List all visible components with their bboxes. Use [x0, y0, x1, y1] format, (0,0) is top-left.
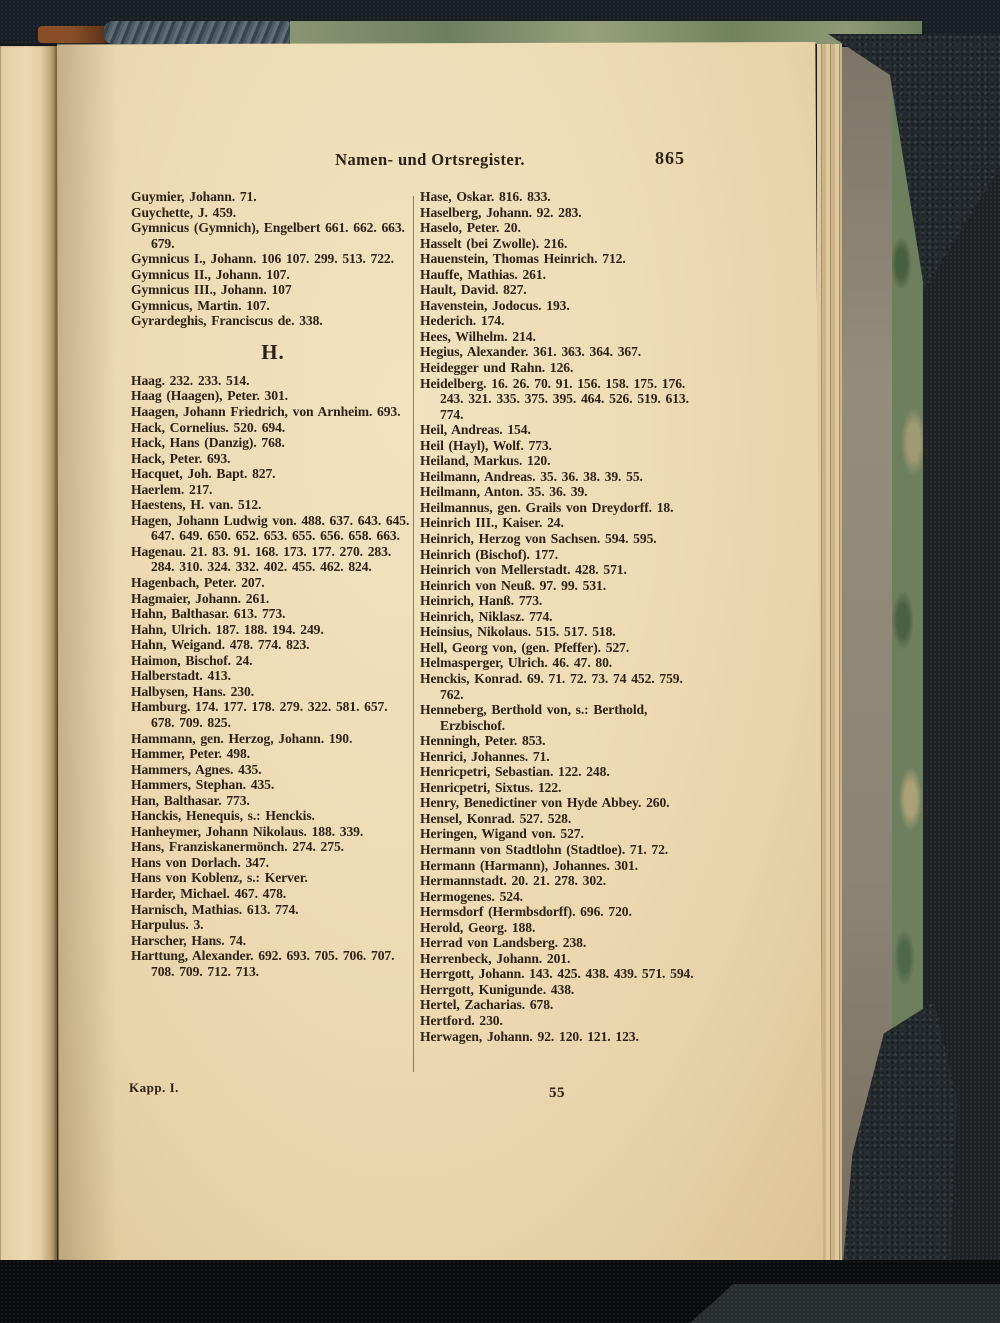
index-entry: Hack, Cornelius. 520. 694.: [131, 419, 286, 435]
index-entry: Hahn, Ulrich. 187. 188. 194. 249.: [131, 621, 324, 637]
index-entry: Heinrich, Niklasz. 774.: [420, 608, 553, 624]
page-header-title: Namen- und Ortsregister.: [335, 150, 525, 169]
index-entry: Heil, Andreas. 154.: [420, 422, 531, 438]
index-entry: Heinrich, Hanß. 773.: [420, 593, 543, 609]
index-entry: Heinrich von Neuß. 97. 99. 531.: [420, 577, 607, 593]
index-entry: Gymnicus (Gymnich), Engelbert 661. 662. 663. 679.: [131, 220, 405, 251]
index-entries-g: [131, 189, 415, 329]
printer-signature: Kapp. I.: [129, 1080, 179, 1095]
index-entry: Hermannstadt. 20. 21. 278. 302.: [420, 873, 607, 889]
index-entry: Heinrich III., Kaiser. 24.: [420, 515, 564, 531]
index-entry: Heidegger und Rahn. 126.: [420, 360, 574, 376]
index-entry: Herold, Georg. 188.: [420, 919, 536, 935]
index-entry: Heinsius, Nikolaus. 515. 517. 518.: [420, 624, 616, 640]
index-entry: Halberstadt. 413.: [131, 668, 231, 684]
index-entries-right: [420, 189, 704, 1044]
index-entry: Henricpetri, Sixtus. 122.: [420, 779, 562, 795]
index-entries-h: [131, 373, 415, 979]
section-heading-h: H.: [261, 339, 285, 364]
index-entry: Heilmann, Andreas. 35. 36. 38. 39. 55.: [420, 468, 643, 484]
index-entry: Haagen, Johann Friedrich, von Arnheim. 693.: [131, 404, 401, 420]
index-entry: Heinrich (Bischof). 177.: [420, 546, 559, 562]
index-entry: Haselo, Peter. 20.: [420, 220, 521, 236]
index-entry: Hermann von Stadtlohn (Stadtloe). 71. 72.: [420, 841, 669, 857]
index-entry: Hees, Wilhelm. 214.: [420, 328, 536, 344]
index-entry: Henrici, Johannes. 71.: [420, 748, 550, 764]
index-entry: Hermogenes. 524.: [420, 888, 523, 904]
index-entry: Hammers, Stephan. 435.: [131, 777, 275, 793]
index-entry: Hanheymer, Johann Nikolaus. 188. 339.: [131, 823, 364, 839]
index-entry: Hans, Franziskanermönch. 274. 275.: [131, 839, 344, 855]
index-entry: Hault, David. 827.: [420, 282, 527, 298]
index-entry: Herrgott, Kunigunde. 438.: [420, 981, 575, 997]
headband-rust-fragment: [38, 26, 114, 43]
index-entry: Haerlem. 217.: [131, 481, 213, 497]
index-entry: Hans von Dorlach. 347.: [131, 854, 269, 870]
index-entry: Hack, Peter. 693.: [131, 450, 231, 466]
index-entry: Harnisch, Mathias. 613. 774.: [131, 901, 299, 917]
index-entry: Herrgott, Johann. 143. 425. 438. 439. 571. 594.: [420, 966, 694, 982]
index-entry: Guymier, Johann. 71.: [131, 189, 257, 204]
index-entry: Hagen, Johann Ludwig von. 488. 637. 643. 645. 647. 649. 650. 652. 653. 655. 656. 658. 663.: [131, 512, 410, 544]
index-entry: Heringen, Wigand von. 527.: [420, 826, 584, 842]
index-column-left: [131, 189, 415, 979]
index-entry: Harder, Michael. 467. 478.: [131, 885, 287, 901]
index-entry: Hanckis, Henequis, s.: Henckis.: [131, 808, 315, 824]
index-entry: Herwagen, Johann. 92. 120. 121. 123.: [420, 1028, 639, 1044]
index-entry: Hammer, Peter. 498.: [131, 746, 251, 762]
index-entry: Han, Balthasar. 773.: [131, 792, 250, 808]
index-column-right: [420, 189, 704, 1044]
index-entry: Haimon, Bischof. 24.: [131, 652, 253, 668]
index-entry: Hensel, Konrad. 527. 528.: [420, 810, 572, 826]
cover-bottom-edge: [690, 1284, 1000, 1323]
index-entry: Heilmann, Anton. 35. 36. 39.: [420, 484, 588, 500]
index-entry: Hederich. 174.: [420, 313, 505, 329]
index-entry: Hertford. 230.: [420, 1012, 503, 1028]
index-entry: Hagmaier, Johann. 261.: [131, 590, 270, 606]
index-entry: Heilmannus, gen. Grails von Dreydorff. 18.: [420, 499, 674, 515]
index-entry: Hell, Georg von, (gen. Pfeffer). 527.: [420, 639, 630, 655]
index-entry: Hermann (Harmann), Johannes. 301.: [420, 857, 638, 873]
index-entry: Haselberg, Johann. 92. 283.: [420, 204, 582, 220]
index-entry: Hans von Koblenz, s.: Kerver.: [131, 870, 308, 886]
index-entry: Helmasperger, Ulrich. 46. 47. 80.: [420, 655, 613, 671]
index-entry: Heiland, Markus. 120.: [420, 453, 551, 469]
facing-page-gutter: [0, 46, 57, 1262]
index-entry: Hammers, Agnes. 435.: [131, 761, 262, 777]
index-entry: Hasselt (bei Zwolle). 216.: [420, 235, 568, 251]
index-entry: Hegius, Alexander. 361. 363. 364. 367.: [420, 344, 642, 360]
index-entry: Haag (Haagen), Peter. 301.: [131, 388, 288, 404]
index-entry: Havenstein, Jodocus. 193.: [420, 297, 570, 313]
index-entry: Henckis, Konrad. 69. 71. 72. 73. 74 452. 759. 762.: [420, 670, 683, 702]
index-entry: Heinrich von Mellerstadt. 428. 571.: [420, 562, 627, 578]
page-number: 865: [655, 148, 685, 168]
index-entry: Gymnicus I., Johann. 106 107. 299. 513. 722.: [131, 251, 394, 267]
marbled-cover-top-edge: [290, 21, 922, 44]
index-entry: Hack, Hans (Danzig). 768.: [131, 435, 285, 451]
index-entry: Gymnicus III., Johann. 107: [131, 282, 292, 298]
index-entry: Hahn, Weigand. 478. 774. 823.: [131, 637, 310, 653]
index-entry: Harscher, Hans. 74.: [131, 932, 247, 948]
index-entry: Henningh, Peter. 853.: [420, 733, 546, 749]
index-entry: Hauenstein, Thomas Heinrich. 712.: [420, 251, 626, 267]
index-entry: Hammann, gen. Herzog, Johann. 190.: [131, 730, 353, 746]
index-entry: Hacquet, Joh. Bapt. 827.: [131, 466, 276, 482]
index-entry: Hagenau. 21. 83. 91. 168. 173. 177. 270. 283. 284. 310. 324. 332. 402. 455. 462. 824.: [131, 543, 392, 575]
index-entry: Halbysen, Hans. 230.: [131, 683, 254, 699]
index-entry: Heidelberg. 16. 26. 70. 91. 156. 158. 175. 176. 243. 321. 335. 375. 395. 464. 526. 519. 613. 774.: [420, 375, 689, 422]
book-headband: [104, 21, 290, 44]
index-entry: Haestens, H. van. 512.: [131, 497, 262, 513]
index-entry: Gymnicus, Martin. 107.: [131, 297, 270, 313]
index-entry: Henry, Benedictiner von Hyde Abbey. 260.: [420, 795, 670, 811]
index-entry: Herrad von Landsberg. 238.: [420, 935, 587, 951]
index-entry: Hase, Oskar. 816. 833.: [420, 189, 551, 204]
index-entry: Hauffe, Mathias. 261.: [420, 266, 546, 282]
index-entry: Hamburg. 174. 177. 178. 279. 322. 581. 657. 678. 709. 825.: [131, 699, 388, 730]
index-entry: Heinrich, Herzog von Sachsen. 594. 595.: [420, 531, 657, 547]
sheet-number: 55: [549, 1085, 565, 1101]
index-entry: Gyrardeghis, Franciscus de. 338.: [131, 313, 323, 329]
index-entry: Herrenbeck, Johann. 201.: [420, 950, 571, 966]
index-entry: Hermsdorf (Hermbsdorff). 696. 720.: [420, 904, 632, 920]
index-entry: Harttung, Alexander. 692. 693. 705. 706. 707. 708. 709. 712. 713.: [131, 948, 395, 979]
index-entry: Henneberg, Berthold von, s.: Berthold, Erzbischof.: [420, 702, 648, 733]
index-entry: Henricpetri, Sebastian. 122. 248.: [420, 764, 610, 780]
index-entry: Harpulus. 3.: [131, 917, 204, 933]
index-entry: Hahn, Balthasar. 613. 773.: [131, 606, 286, 622]
gutter-shadow: [57, 42, 117, 1266]
index-entry: Hertel, Zacharias. 678.: [420, 997, 554, 1013]
index-entry: Haag. 232. 233. 514.: [131, 372, 250, 388]
index-entry: Guychette, J. 459.: [131, 204, 237, 220]
index-entry: Hagenbach, Peter. 207.: [131, 575, 265, 591]
index-entry: Gymnicus II., Johann. 107.: [131, 266, 290, 282]
index-entry: Heil (Hayl), Wolf. 773.: [420, 437, 552, 453]
